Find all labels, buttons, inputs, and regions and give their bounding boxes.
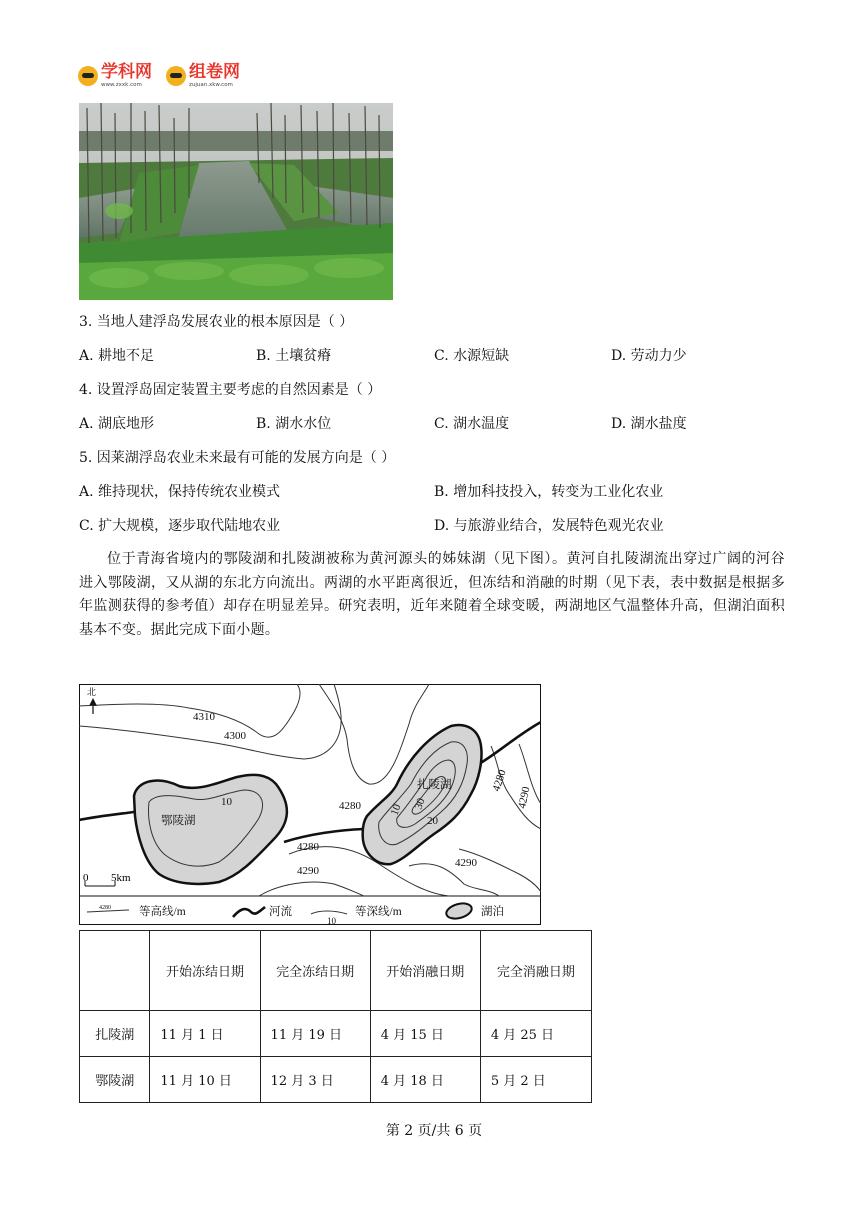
contour-label: 4290 — [297, 865, 319, 877]
table-header-cell: 开始消融日期 — [370, 931, 480, 1011]
table-header-cell: 开始冻结日期 — [150, 931, 260, 1011]
table-row — [80, 1011, 592, 1057]
legend-contour: 等高线/m — [139, 906, 186, 918]
table-cell: 11 月 10 日 — [150, 1057, 260, 1103]
question-5-option-a: A. 维持现状，保持传统农业模式 — [79, 484, 281, 500]
question-4-option-a: A. 湖底地形 — [79, 416, 155, 432]
logo-url: zujuan.xkw.com — [189, 82, 233, 88]
scale-label-5km: 5km — [111, 872, 131, 884]
table-header-cell — [80, 931, 150, 1011]
contour-label: 4290 — [455, 857, 477, 869]
contour-label: 4280 — [490, 768, 509, 793]
page-footer: 第 2 页/共 6 页 — [385, 1123, 483, 1139]
contour-label: 4290 — [516, 785, 533, 810]
table-cell: 11 月 1 日 — [150, 1011, 260, 1057]
question-3-option-d: D. 劳动力少 — [611, 348, 687, 364]
table-cell: 鄂陵湖 — [80, 1057, 150, 1103]
logo-name: 学科网 — [101, 62, 152, 82]
contour-label: 4300 — [224, 730, 246, 742]
header-logos — [78, 64, 240, 89]
legend-river: 河流 — [269, 906, 292, 918]
question-5-option-c: C. 扩大规模，逐步取代陆地农业 — [79, 518, 281, 534]
legend-lake: 湖泊 — [481, 906, 504, 918]
graduation-cap-icon — [166, 66, 186, 86]
lake-name-zhaling: 扎陵湖 — [417, 779, 452, 791]
table-cell: 12 月 3 日 — [260, 1057, 370, 1103]
question-3-option-a: A. 耕地不足 — [79, 348, 155, 364]
floating-garden-photo — [79, 103, 393, 300]
north-label: 北 — [87, 687, 97, 697]
table-cell: 扎陵湖 — [80, 1011, 150, 1057]
lakes-contour-map — [79, 684, 541, 926]
table-cell: 4 月 15 日 — [370, 1011, 480, 1057]
table-header-row — [80, 931, 592, 1011]
question-3-option-b: B. 土壤贫瘠 — [256, 348, 332, 364]
question-5-option-d: D. 与旅游业结合，发展特色观光农业 — [434, 518, 664, 534]
scale-label-zero: 0 — [83, 872, 89, 884]
depth-label: 10 — [388, 802, 404, 818]
contour-label: 4280 — [297, 841, 319, 853]
question-4-stem: 4. 设置浮岛固定装置主要考虑的自然因素是（ ） — [79, 382, 382, 398]
passage: 位于青海省境内的鄂陵湖和扎陵湖被称为黄河源头的姊妹湖（见下图）。黄河自扎陵湖流出穿过广阔的河谷进入鄂陵湖，又从湖的东北方向流出。两湖的水平距离很近，但冻结和消融的时期（见下表，表中数据是根据多年监测获得的参考值）却存在明显差异。研究表明，近年来随着全球变暖，两湖地区气温整体升高，但湖泊面积基本不变。据此完成下面小题。 — [79, 551, 785, 638]
logo-xuekewang — [78, 64, 152, 89]
table-cell: 4 月 18 日 — [370, 1057, 480, 1103]
table-cell: 4 月 25 日 — [480, 1011, 591, 1057]
question-3-option-c: C. 水源短缺 — [434, 348, 510, 364]
freeze-thaw-table — [79, 930, 592, 1103]
table-header-cell: 完全消融日期 — [480, 931, 591, 1011]
table-cell: 11 月 19 日 — [260, 1011, 370, 1057]
question-5-stem: 5. 因莱湖浮岛农业未来最有可能的发展方向是（ ） — [79, 450, 396, 466]
depth-label: 20 — [427, 815, 438, 827]
question-5-option-b: B. 增加科技投入，转变为工业化农业 — [434, 484, 664, 500]
lake-name-eling: 鄂陵湖 — [161, 815, 196, 827]
contour-label: 4310 — [193, 711, 215, 723]
logo-zujuanwang — [166, 64, 240, 89]
question-4-option-d: D. 湖水盐度 — [611, 416, 687, 432]
legend-depth: 等深线/m — [355, 906, 402, 918]
legend-contour-sample: 4280 — [99, 905, 111, 911]
logo-name: 组卷网 — [189, 62, 240, 82]
question-4-option-b: B. 湖水水位 — [256, 416, 332, 432]
question-3-stem: 3. 当地人建浮岛发展农业的根本原因是（ ） — [79, 314, 354, 330]
question-4-option-c: C. 湖水温度 — [434, 416, 510, 432]
table-cell: 5 月 2 日 — [480, 1057, 591, 1103]
graduation-cap-icon — [78, 66, 98, 86]
table-header-cell: 完全冻结日期 — [260, 931, 370, 1011]
depth-label: 10 — [221, 796, 232, 808]
contour-label: 4280 — [339, 800, 361, 812]
depth-label: 30 — [412, 796, 428, 812]
legend-depth-sample: 10 — [327, 916, 336, 926]
table-row — [80, 1057, 592, 1103]
logo-url: www.zxxk.com — [101, 82, 142, 88]
